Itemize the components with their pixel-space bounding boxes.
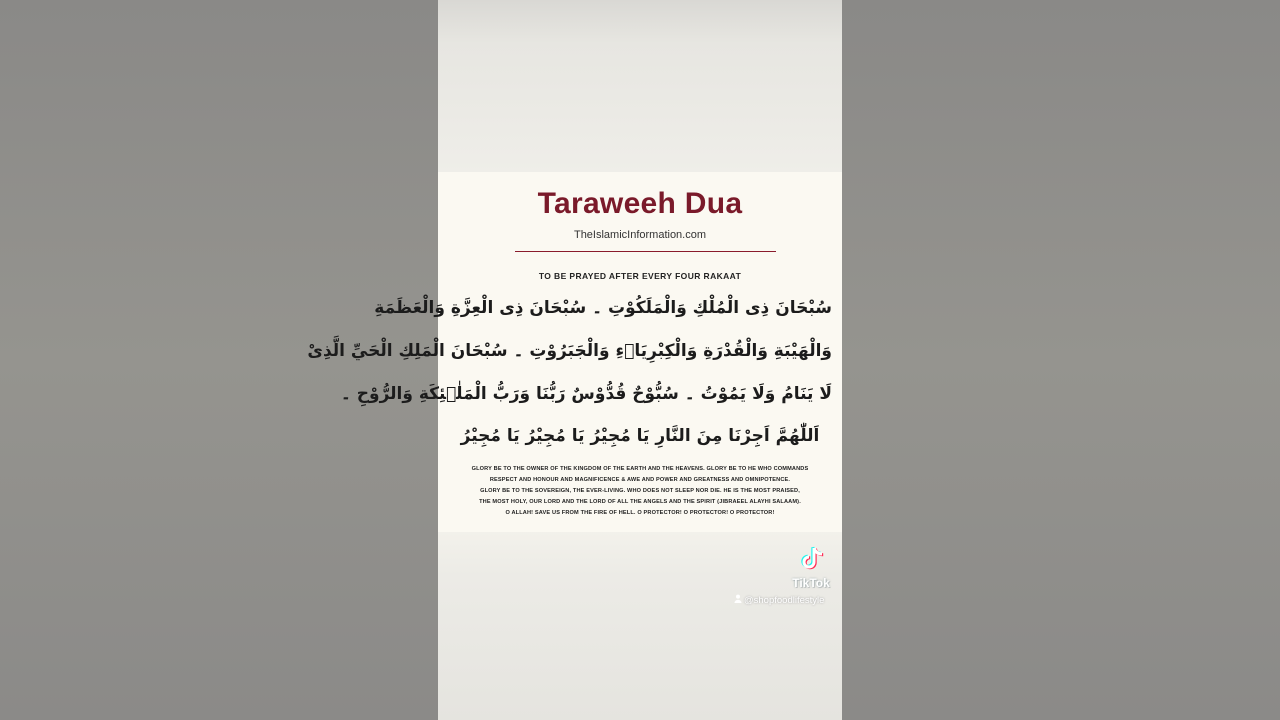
title-divider [515,251,776,252]
tiktok-note-icon [800,545,826,573]
translation-line-1: GLORY BE TO THE OWNER OF THE KINGDOM OF THE EARTH AND THE HEAVENS. GLORY BE TO HE WHO COMMANDS [471,466,809,472]
arabic-line-1: سُبْحَانَ ذِى الْمُلْكِ وَالْمَلَكُوْتِ ۔ سُبْحَانَ ذِى الْعِزَّةِ وَالْعَظَمَةِ [374,298,832,318]
user-icon [734,594,742,603]
site-url: TheIslamicInformation.com [573,229,707,241]
subtitle: TO BE PRAYED AFTER EVERY FOUR RAKAAT [538,271,742,281]
video-frame[interactable] [307,0,842,720]
translation-line-5: O ALLAH! SAVE US FROM THE FIRE OF HELL. O PROTECTOR! O PROTECTOR! O PROTECTOR! [505,510,775,516]
arabic-line-3: لَا يَنَامُ وَلَا يَمُوْتُ ۔ سُبُّوْحٌ قُدُّوْسٌ رَبُّنَا وَرَبُّ الْمَلٰۗئِكَةِ وَالرُّوْحِ ۔ [340,384,832,404]
translation-line-2: RESPECT AND HONOUR AND MAGNIFICENCE & AWE AND POWER AND GREATNESS AND OMNIPOTENCE. [489,477,791,483]
blurred-background-right [842,0,1280,720]
creator-handle [734,594,838,606]
arabic-line-2: وَالْهَيْبَةِ وَالْقُدْرَةِ وَالْكِبْرِيَاۗءِ وَالْجَبَرُوْتِ ۔ سُبْحَانَ الْمَلِكِ الْحَيِّ الَّذِىْ [307,341,832,361]
translation-line-4: THE MOST HOLY, OUR LORD AND THE LORD OF ALL THE ANGELS AND THE SPIRIT (JIBRAEEL ALAYHI SALAAM). [479,499,801,505]
translation-line-3: GLORY BE TO THE SOVEREIGN, THE EVER-LIVING. WHO DOES NOT SLEEP NOR DIE. HE IS THE MOST PRAISED, [480,488,800,494]
creator-handle-text: @shopfoodlifestyle [744,595,825,606]
tiktok-brand-label: TikTok [792,576,830,590]
page-title: Taraweeh Dua [537,187,743,220]
arabic-line-4: اَللّٰهُمَّ اَجِرْنَا مِنَ النَّارِ يَا مُجِيْرُ يَا مُجِيْرُ يَا مُجِيْرُ [460,426,820,446]
